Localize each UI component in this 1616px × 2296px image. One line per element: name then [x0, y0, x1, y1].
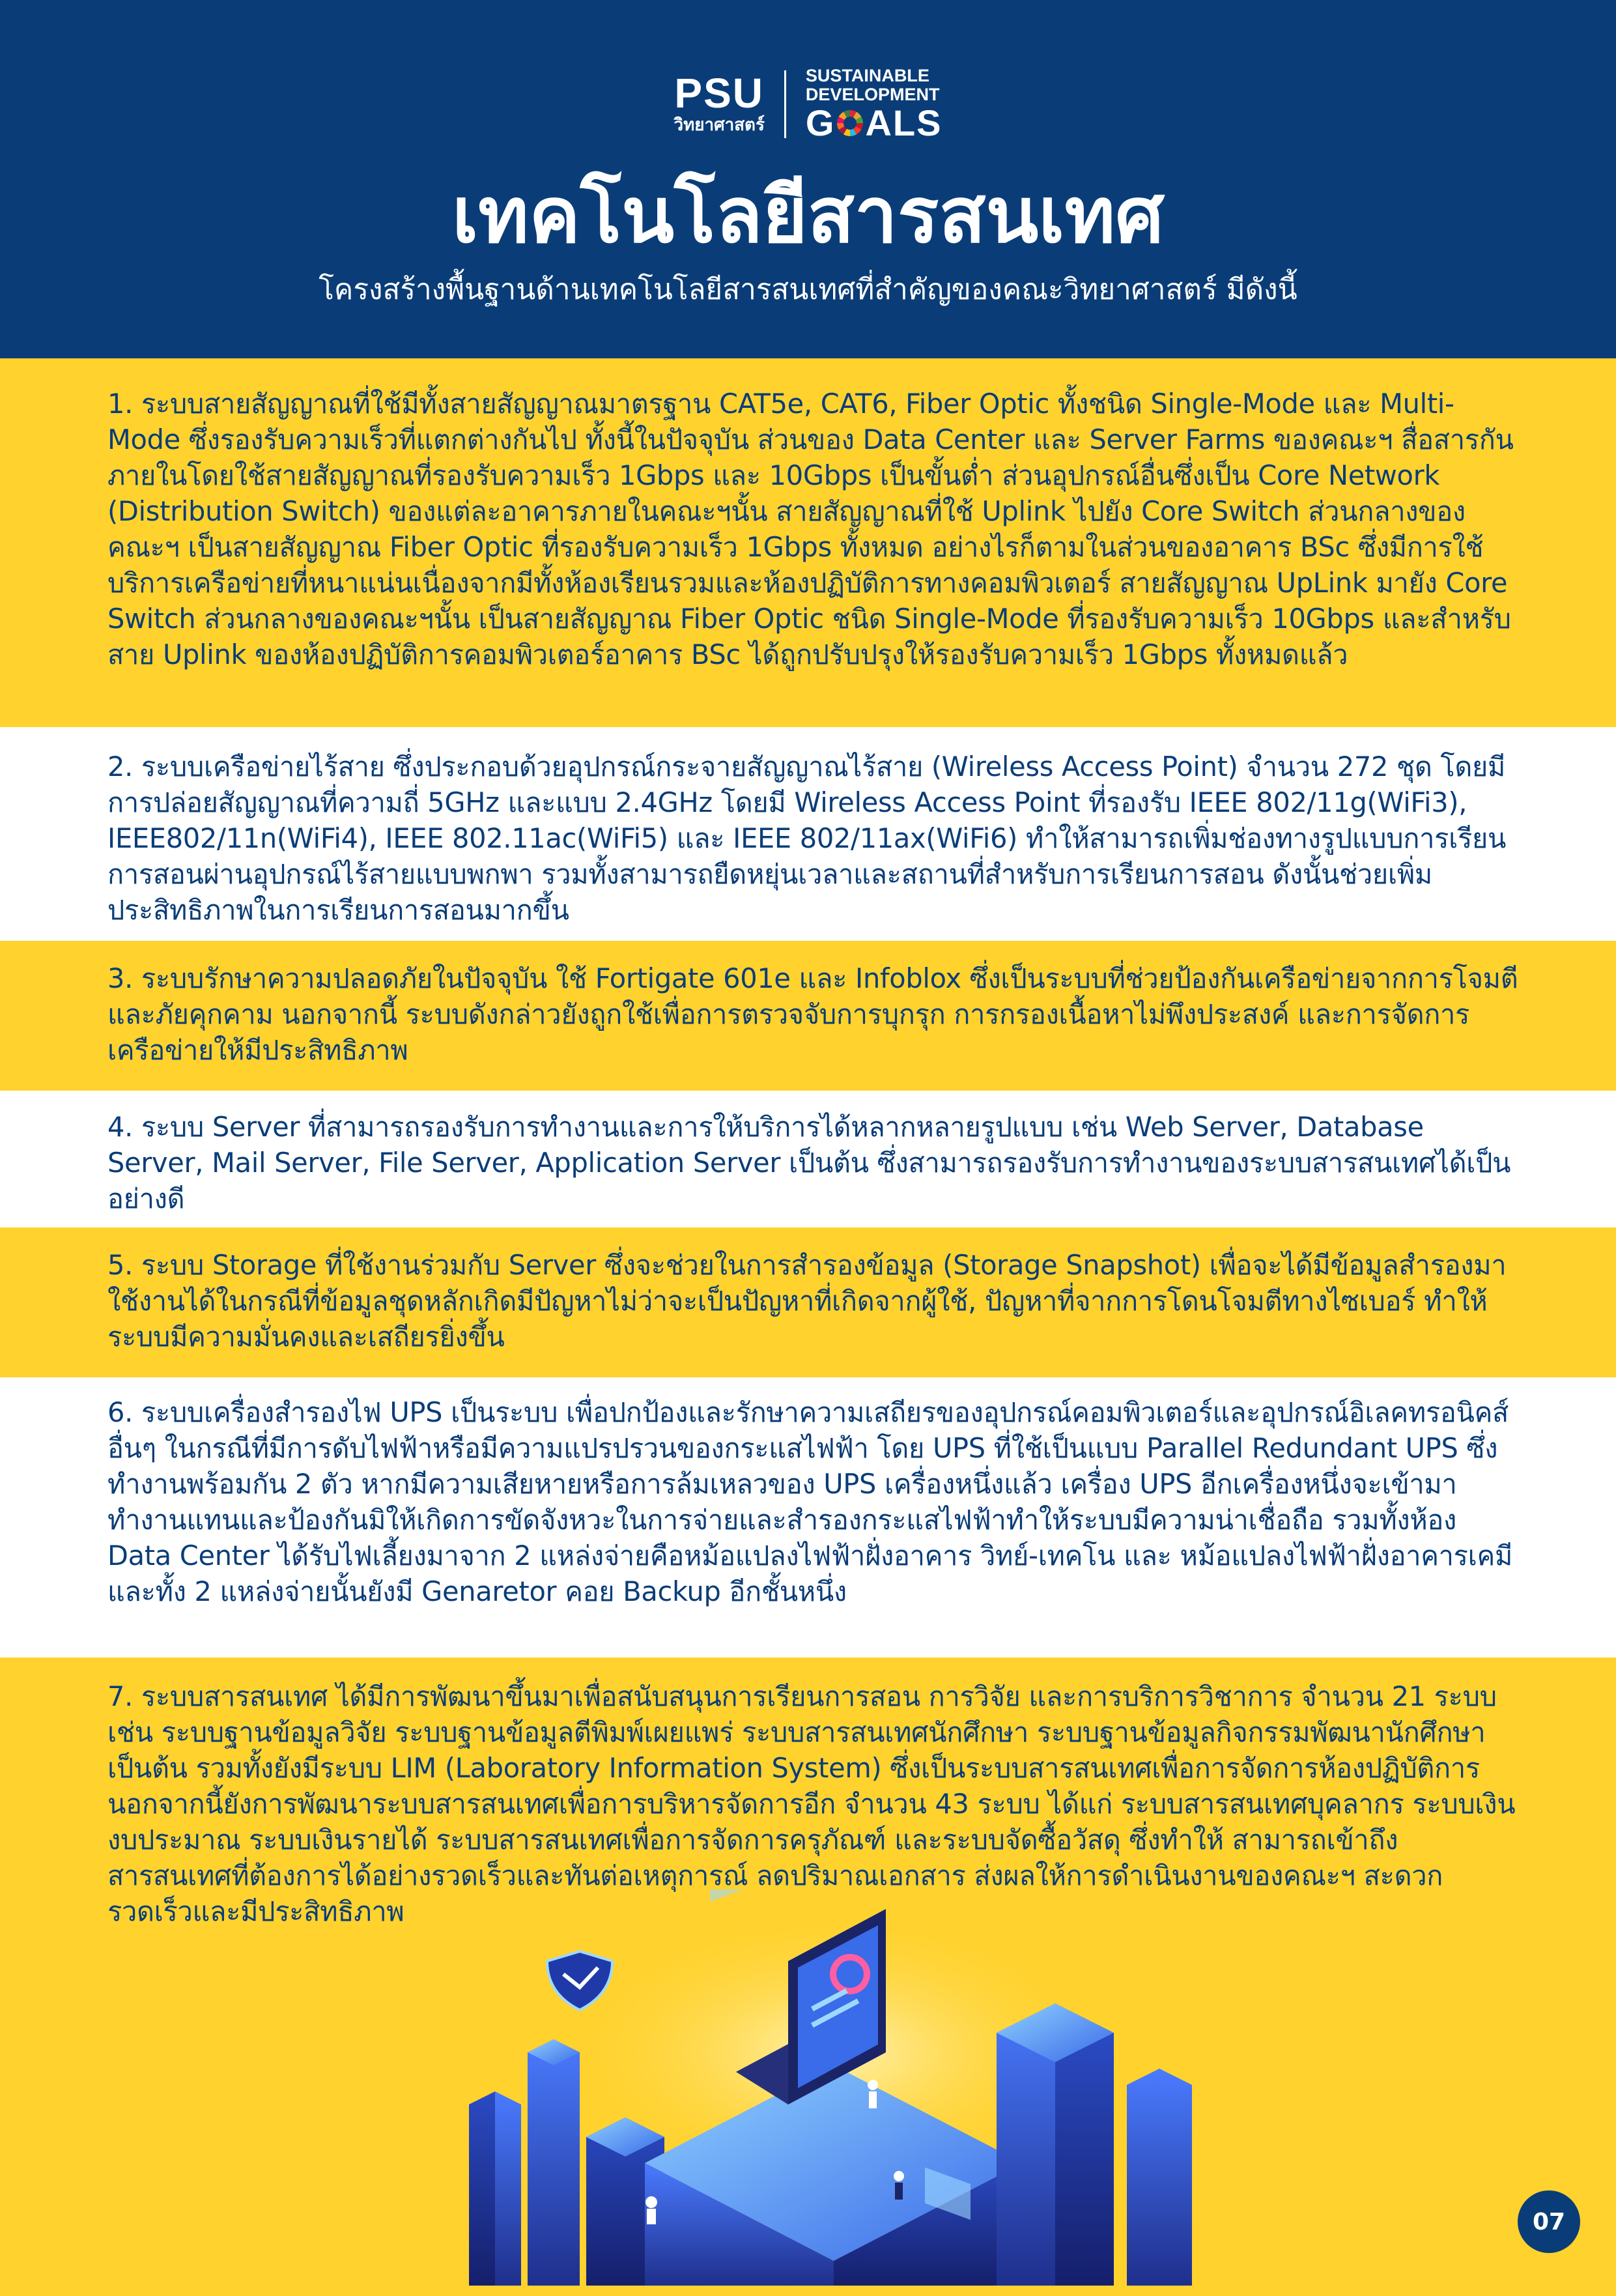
sdg-logo-goals — [806, 104, 943, 142]
page-number-badge: 07 — [1518, 2190, 1580, 2253]
section-server: 4. ระบบ Server ที่สามารถรองรับการทำงานและการให้บริการได้หลากหลายรูปแบบ เช่น Web Server, Database Server, Mail Server, File Server, Application Server เป็นต้น ซึ่งสามารถรองรับการทำงานของระบบสารสนเทศได้เป็นอย่างดี — [0, 1091, 1616, 1227]
person-icon — [645, 2196, 657, 2224]
psu-logo-subtext: วิทยาศาสตร์ — [673, 115, 765, 135]
sdg-goals-rest: ALS — [865, 102, 943, 143]
sdg-logo-line2: DEVELOPMENT — [805, 85, 940, 104]
page-header — [0, 0, 1616, 358]
page-subtitle: โครงสร้างพื้นฐานด้านเทคโนโลยีสารสนเทศที่สำคัญของคณะวิทยาศาสตร์ มีดังนี้ — [319, 273, 1297, 306]
section-security: 3. ระบบรักษาความปลอดภัยในปัจจุบัน ใช้ Fortigate 601e และ Infoblox ซึ่งเป็นระบบที่ช่วยป้องกันเครือข่ายจากการโจมตีและภัยคุกคาม นอกจากนี้ ระบบดังกล่าวยังถูกใช้เพื่อการตรวจจับการบุกรุก การกรองเนื้อหาไม่พึงประสงค์ และการจัดการเครือข่ายให้มีประสิทธิภาพ — [0, 941, 1616, 1091]
person-icon — [868, 2080, 878, 2108]
sdg-logo-line1: SUSTAINABLE — [805, 66, 929, 85]
sdg-wheel-icon — [837, 110, 863, 136]
psu-logo — [674, 72, 765, 136]
section-ups: 6. ระบบเครื่องสำรองไฟ UPS เป็นระบบ เพื่อปกป้องและรักษาความเสถียรของอุปกรณ์คอมพิวเตอร์และอุปกรณ์อิเลคทรอนิคส์อื่นๆ ในกรณีที่มีการดับไฟฟ้าหรือมีความแปรปรวนของกระแสไฟฟ้า โดย UPS ที่ใช้เป็นแบบ Parallel Redundant UPS ซึ่งทำงานพร้อมกัน 2 ตัว หากมีความเสียหายหรือการล้มเหลวของ UPS เครื่องหนึ่งแล้ว เครื่อง UPS อีกเครื่องหนึ่งจะเข้ามาทำงานแทนและป้องกันมิให้เกิดการขัดจังหวะในการจ่ายและสำรองกระแสไฟฟ้าทำให้ระบบมีความน่าเชื่อถือ รวมทั้งห้อง Data Center ได้รับไฟเลี้ยงมาจาก 2 แหล่งจ่ายคือหม้อแปลงไฟฟ้าฝั่งอาคาร วิทย์-เทคโน และ หม้อแปลงไฟฟ้าฝั่งอาคารเคมี และทั้ง 2 แหล่งจ่ายนั้นยังมี Genaretor คอย Backup อีกชั้นหนึ่ง — [0, 1377, 1616, 1657]
logo-row — [0, 65, 1616, 143]
page-title: เทคโนโลยีสารสนเทศ — [451, 170, 1165, 260]
sdg-goals-g: G — [805, 102, 836, 143]
logo-divider — [784, 70, 786, 138]
sdg-logo — [806, 66, 943, 142]
psu-logo-mark: PSU — [674, 70, 765, 117]
section-storage: 5. ระบบ Storage ที่ใช้งานร่วมกับ Server ซึ่งจะช่วยในการสำรองข้อมูล (Storage Snapshot) เพื่อจะได้มีข้อมูลสำรองมาใช้งานได้ในกรณีที่ข้อมูลชุดหลักเกิดมีปัญหาไม่ว่าจะเป็นปัญหาที่เกิดจากผู้ใช้, ปัญหาที่จากการโดนโจมตีทางไซเบอร์ ทำให้ระบบมีความมั่นคงและเสถียรยิ่งขึ้น — [0, 1227, 1616, 1377]
isometric-server-illustration — [430, 1889, 1244, 2286]
section-wireless: 2. ระบบเครือข่ายไร้สาย ซึ่งประกอบด้วยอุปกรณ์กระจายสัญญาณไร้สาย (Wireless Access Point) จำนวน 272 ชุด โดยมีการปล่อยสัญญาณที่ความถี่ 5GHz และแบบ 2.4GHz โดยมี Wireless Access Point ที่รองรับ IEEE 802/11g(WiFi3), IEEE802/11n(WiFi4), IEEE 802.11ac(WiFi5) และ IEEE 802/11ax(WiFi6) ทำให้สามารถเพิ่มช่องทางรูปแบบการเรียนการสอนผ่านอุปกรณ์ไร้สายแบบพกพา รวมทั้งสามารถยืดหยุ่นเวลาและสถานที่สำหรับการเรียนการสอน ดังนั้นช่วยเพิ่มประสิทธิภาพในการเรียนการสอนมากขึ้น — [0, 727, 1616, 941]
person-icon — [894, 2171, 904, 2200]
section-cabling: 1. ระบบสายสัญญาณที่ใช้มีทั้งสายสัญญาณมาตรฐาน CAT5e, CAT6, Fiber Optic ทั้งชนิด Single-Mode และ Multi-Mode ซึ่งรองรับความเร็วที่แตกต่างกันไป ทั้งนี้ในปัจจุบัน ส่วนของ Data Center และ Server Farms ของคณะฯ สื่อสารกันภายในโดยใช้สายสัญญาณที่รองรับความเร็ว 1Gbps และ 10Gbps เป็นขั้นต่ำ ส่วนอุปกรณ์อื่นซึ่งเป็น Core Network (Distribution Switch) ของแต่ละอาคารภายในคณะฯนั้น สายสัญญาณที่ใช้ Uplink ไปยัง Core Switch ส่วนกลางของคณะฯ เป็นสายสัญญาณ Fiber Optic ที่รองรับความเร็ว 1Gbps ทั้งหมด อย่างไรก็ตามในส่วนของอาคาร BSc ซึ่งมีการใช้บริการเครือข่ายที่หนาแน่นเนื่องจากมีทั้งห้องเรียนรวมและห้องปฏิบัติการทางคอมพิวเตอร์ สายสัญญาณ UpLink มายัง Core Switch ส่วนกลางของคณะฯนั้น เป็นสายสัญญาณ Fiber Optic ชนิด Single-Mode ที่รองรับความเร็ว 10Gbps และสำหรับสาย Uplink ของห้องปฏิบัติการคอมพิวเตอร์อาคาร BSc ได้ถูกปรับปรุงให้รองรับความเร็ว 1Gbps ทั้งหมดแล้ว — [0, 358, 1616, 727]
section-information-systems: 7. ระบบสารสนเทศ ได้มีการพัฒนาขึ้นมาเพื่อสนับสนุนการเรียนการสอน การวิจัย และการบริการวิชาการ จำนวน 21 ระบบ เช่น ระบบฐานข้อมูลวิจัย ระบบฐานข้อมูลตีพิมพ์เผยแพร่ ระบบสารสนเทศนักศึกษา ระบบฐานข้อมูลกิจกรรมพัฒนานักศึกษา เป็นต้น รวมทั้งยังมีระบบ LIM (Laboratory Information System) ซึ่งเป็นระบบสารสนเทศเพื่อการจัดการห้องปฏิบัติการ นอกจากนี้ยังการพัฒนาระบบสารสนเทศเพื่อการบริหารจัดการอีก จำนวน 43 ระบบ ได้แก่ ระบบสารสนเทศบุคลากร ระบบเงินงบประมาณ ระบบเงินรายได้ ระบบสารสนเทศเพื่อการจัดการครุภัณฑ์ และระบบจัดซื้อวัสดุ ซึ่งทำให้ สามารถเข้าถึงสารสนเทศที่ต้องการได้อย่างรวดเร็วและทันต่อเหตุการณ์ ลดปริมาณเอกสาร ส่งผลให้การดำเนินงานของคณะฯ สะดวก รวดเร็วและมีประสิทธิภาพ — [0, 1657, 1616, 2296]
